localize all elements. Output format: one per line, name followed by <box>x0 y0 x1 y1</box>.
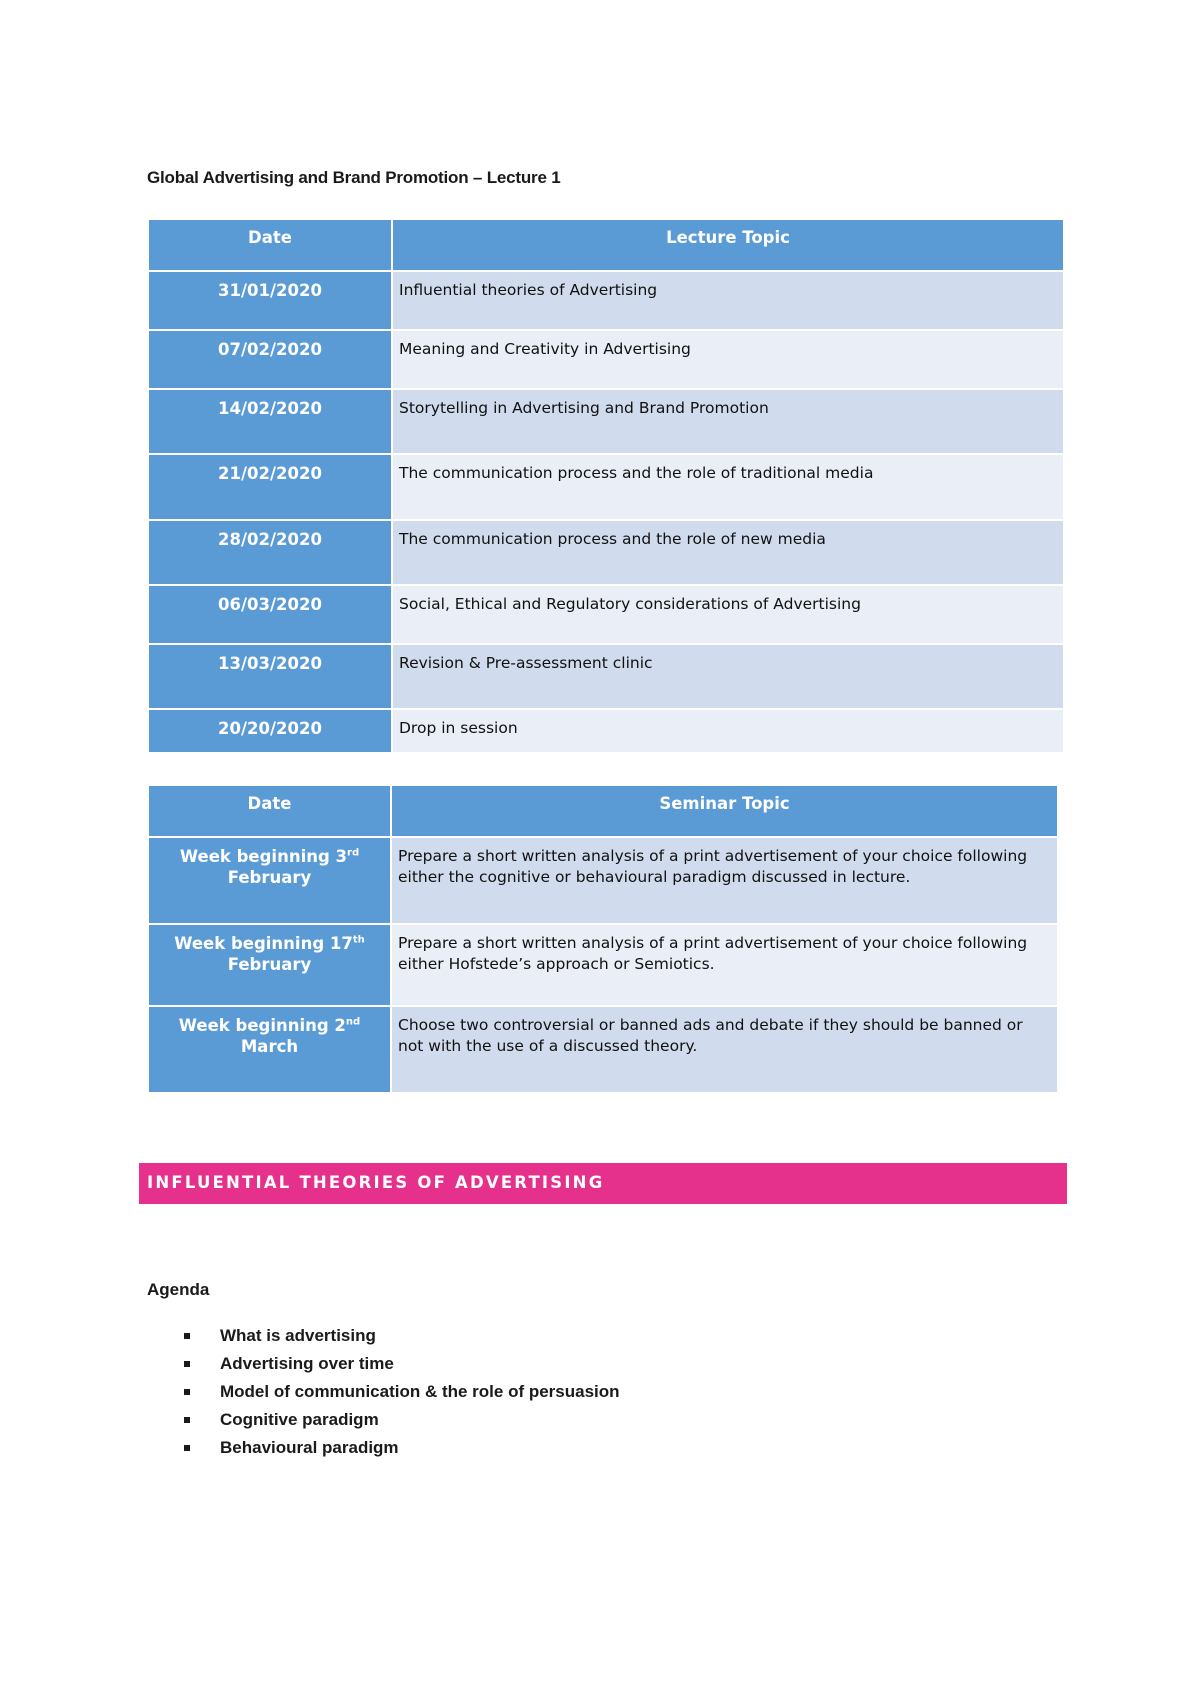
lecture-date-cell: 20/20/2020 <box>149 710 393 754</box>
seminar-date-prefix: Week beginning 3 <box>179 847 348 866</box>
lecture-date-cell: 07/02/2020 <box>149 331 393 390</box>
table-row <box>149 521 1063 586</box>
agenda-item-label: Model of communication & the role of persuasion <box>220 1382 620 1401</box>
seminar-table-header-row <box>149 786 1057 838</box>
lecture-header-topic: Lecture Topic <box>393 220 1063 272</box>
list-item <box>180 1434 620 1462</box>
table-row <box>149 272 1063 331</box>
seminar-date-cell <box>149 1007 392 1094</box>
lecture-date-cell: 13/03/2020 <box>149 645 393 710</box>
agenda-title: Agenda <box>147 1280 210 1299</box>
table-row <box>149 331 1063 390</box>
lecture-topic-cell: The communication process and the role of traditional media <box>393 455 1063 521</box>
lecture-schedule-table <box>149 220 1063 754</box>
agenda-item-label: Cognitive paradigm <box>220 1410 379 1429</box>
lecture-date-cell: 21/02/2020 <box>149 455 393 521</box>
table-row <box>149 645 1063 710</box>
lecture-topic-cell: Meaning and Creativity in Advertising <box>393 331 1063 390</box>
lecture-topic-cell: The communication process and the role of new media <box>393 521 1063 586</box>
table-row <box>149 390 1063 455</box>
agenda-item-label: Advertising over time <box>220 1354 394 1373</box>
agenda-item-label: Behavioural paradigm <box>220 1438 399 1457</box>
list-item <box>180 1350 620 1378</box>
table-row <box>149 586 1063 645</box>
lecture-date-cell: 28/02/2020 <box>149 521 393 586</box>
lecture-topic-cell: Social, Ethical and Regulatory considerations of Advertising <box>393 586 1063 645</box>
square-bullet-icon <box>184 1417 190 1423</box>
lecture-topic-cell: Influential theories of Advertising <box>393 272 1063 331</box>
square-bullet-icon <box>184 1389 190 1395</box>
square-bullet-icon <box>184 1361 190 1367</box>
lecture-date-cell: 06/03/2020 <box>149 586 393 645</box>
agenda-item-label: What is advertising <box>220 1326 376 1345</box>
seminar-schedule-table <box>149 786 1057 1094</box>
seminar-header-topic: Seminar Topic <box>392 786 1057 838</box>
seminar-date-ordinal: nd <box>345 1016 361 1028</box>
lecture-topic-cell: Drop in session <box>393 710 1063 754</box>
seminar-date-month: February <box>227 868 312 887</box>
seminar-date-ordinal: rd <box>347 847 360 859</box>
seminar-date-month: February <box>227 955 312 974</box>
table-row <box>149 455 1063 521</box>
list-item <box>180 1322 620 1350</box>
seminar-header-date: Date <box>149 786 392 838</box>
seminar-topic-cell: Choose two controversial or banned ads and debate if they should be banned or not with the use of a discussed theory. <box>392 1007 1057 1094</box>
lecture-table-header-row <box>149 220 1063 272</box>
lecture-date-cell: 31/01/2020 <box>149 272 393 331</box>
seminar-date-ordinal: th <box>352 934 365 946</box>
square-bullet-icon <box>184 1333 190 1339</box>
lecture-header-date: Date <box>149 220 393 272</box>
table-row <box>149 1007 1057 1094</box>
lecture-date-cell: 14/02/2020 <box>149 390 393 455</box>
seminar-topic-cell: Prepare a short written analysis of a print advertisement of your choice following either Hofstede’s approach or Semiotics. <box>392 925 1057 1007</box>
seminar-date-prefix: Week beginning 17 <box>174 934 353 953</box>
seminar-topic-cell: Prepare a short written analysis of a print advertisement of your choice following either the cognitive or behavioural paradigm discussed in lecture. <box>392 838 1057 925</box>
agenda-list <box>180 1322 620 1462</box>
seminar-date-cell <box>149 838 392 925</box>
section-heading-bar <box>139 1163 1067 1204</box>
document-title: Global Advertising and Brand Promotion – Lecture 1 <box>147 168 561 187</box>
table-row <box>149 925 1057 1007</box>
seminar-date-prefix: Week beginning 2 <box>178 1016 346 1035</box>
square-bullet-icon <box>184 1445 190 1451</box>
table-row <box>149 838 1057 925</box>
table-row <box>149 710 1063 754</box>
list-item <box>180 1378 620 1406</box>
lecture-topic-cell: Revision & Pre-assessment clinic <box>393 645 1063 710</box>
seminar-date-month: March <box>240 1037 299 1056</box>
list-item <box>180 1406 620 1434</box>
seminar-date-cell <box>149 925 392 1007</box>
lecture-topic-cell: Storytelling in Advertising and Brand Promotion <box>393 390 1063 455</box>
section-heading: INFLUENTIAL THEORIES OF ADVERTISING <box>147 1173 605 1192</box>
